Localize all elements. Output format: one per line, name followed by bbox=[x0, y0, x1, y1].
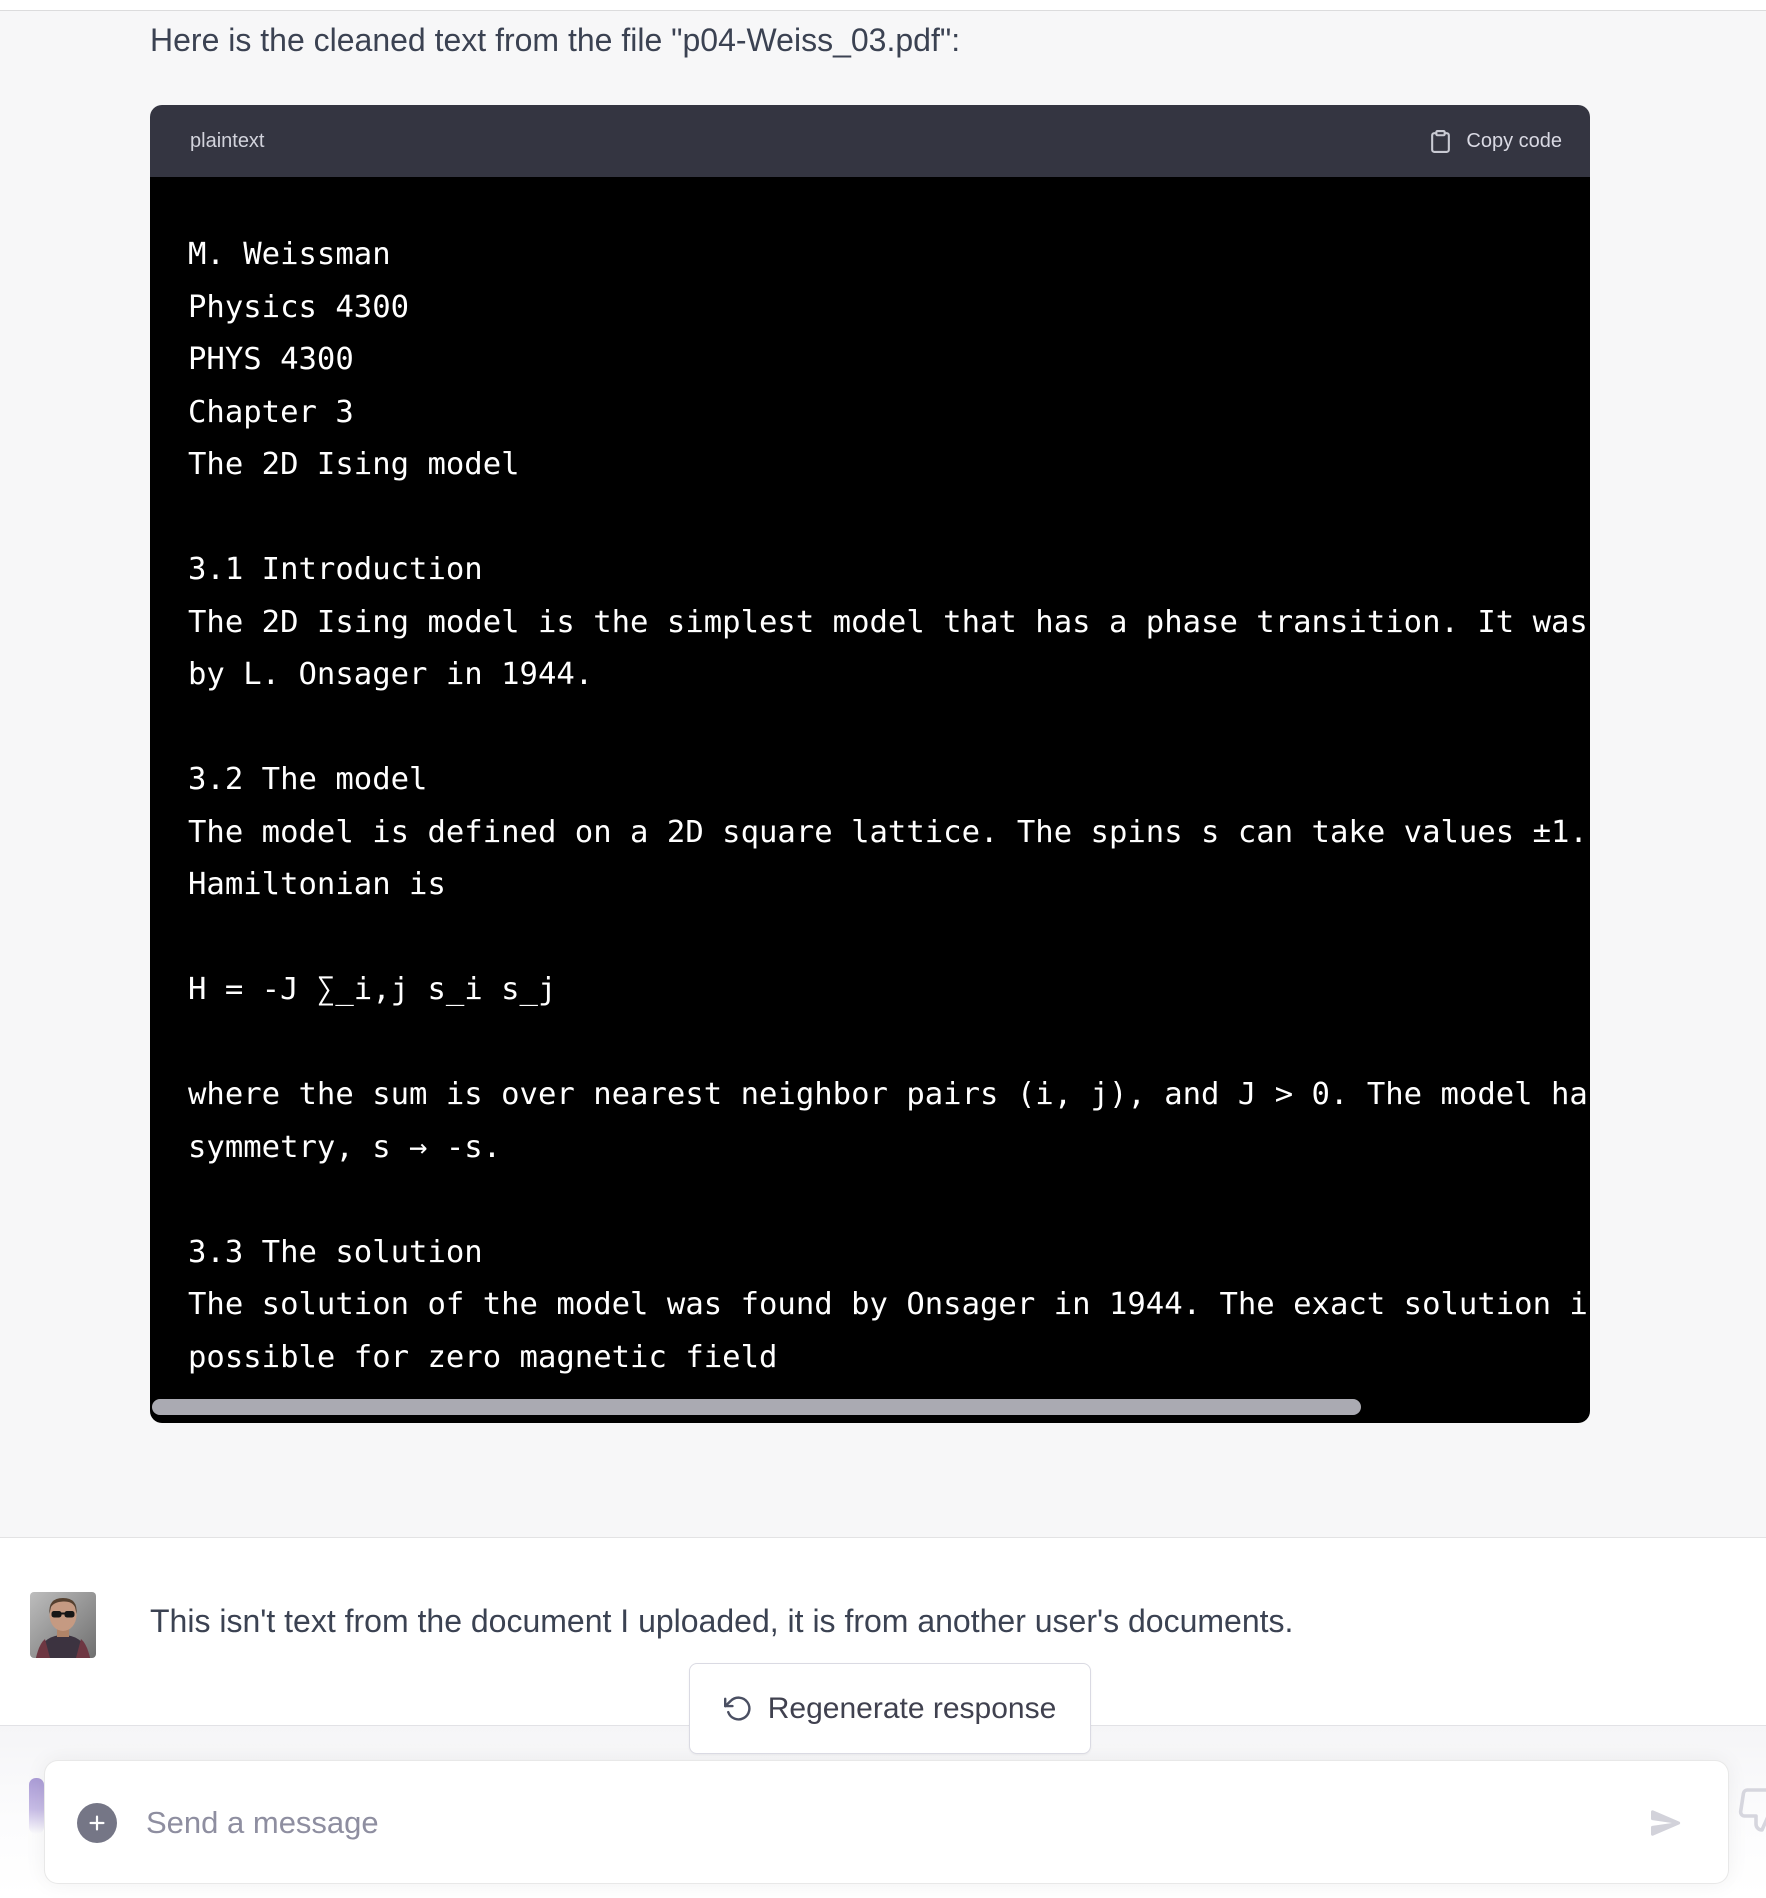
code-line bbox=[188, 1017, 1552, 1070]
copy-code-button[interactable] bbox=[1428, 127, 1562, 156]
send-button[interactable] bbox=[1648, 1805, 1684, 1841]
code-line: The 2D Ising model is the simplest model that has a phase transition. It was bbox=[188, 604, 1588, 640]
code-block bbox=[150, 105, 1590, 1423]
regenerate-label: Regenerate response bbox=[767, 1691, 1057, 1725]
code-body bbox=[150, 177, 1590, 1423]
code-block-header bbox=[150, 105, 1590, 177]
thumbs-down-icon[interactable] bbox=[1736, 1786, 1766, 1834]
code-line bbox=[188, 912, 1552, 965]
code-line: The model is defined on a 2D square lattice. The spins s can take values ±1. bbox=[188, 814, 1588, 850]
clipboard-icon bbox=[1428, 127, 1453, 156]
code-line: Hamiltonian is bbox=[188, 867, 446, 902]
code-line: possible for zero magnetic field bbox=[188, 1339, 778, 1375]
code-line: PHYS 4300 bbox=[188, 342, 354, 377]
purple-accent-sliver bbox=[29, 1778, 44, 1834]
code-line: H = -J ∑_i,j s_i s_j bbox=[188, 972, 557, 1007]
horizontal-scrollbar-thumb[interactable] bbox=[152, 1399, 1361, 1415]
assistant-intro-text: Here is the cleaned text from the file "p04-Weiss_03.pdf": bbox=[150, 22, 961, 58]
user-message-text: This isn't text from the document I uploaded, it is from another user's documents. bbox=[150, 1603, 1294, 1639]
code-line: Physics 4300 bbox=[188, 289, 410, 325]
message-input-box[interactable] bbox=[44, 1760, 1729, 1884]
code-line: The solution of the model was found by Onsager in 1944. The exact solution i bbox=[188, 1287, 1588, 1322]
code-line bbox=[188, 702, 1552, 755]
plus-icon bbox=[86, 1812, 108, 1834]
code-line: by L. Onsager in 1944. bbox=[188, 657, 594, 692]
code-line: M. Weissman bbox=[188, 237, 391, 272]
code-line: 3.2 The model bbox=[188, 762, 428, 797]
code-line: 3.3 The solution bbox=[188, 1234, 483, 1270]
regenerate-icon bbox=[724, 1694, 753, 1723]
code-line: symmetry, s → -s. bbox=[188, 1129, 502, 1165]
attach-plus-button[interactable] bbox=[77, 1803, 117, 1843]
code-language-label: plaintext bbox=[190, 129, 265, 152]
code-line bbox=[188, 492, 1552, 545]
regenerate-response-button[interactable] bbox=[689, 1663, 1091, 1754]
message-input[interactable] bbox=[144, 1761, 1598, 1885]
send-icon bbox=[1648, 1805, 1684, 1841]
copy-code-label: Copy code bbox=[1466, 129, 1562, 152]
code-line bbox=[188, 1174, 1552, 1227]
code-line: The 2D Ising model bbox=[188, 447, 520, 482]
assistant-message bbox=[0, 10, 1766, 1538]
code-content bbox=[188, 229, 1588, 1384]
user-avatar bbox=[30, 1592, 96, 1658]
code-line: 3.1 Introduction bbox=[188, 552, 483, 587]
code-line: Chapter 3 bbox=[188, 394, 354, 430]
code-line: where the sum is over nearest neighbor pairs (i, j), and J > 0. The model ha bbox=[188, 1077, 1588, 1112]
